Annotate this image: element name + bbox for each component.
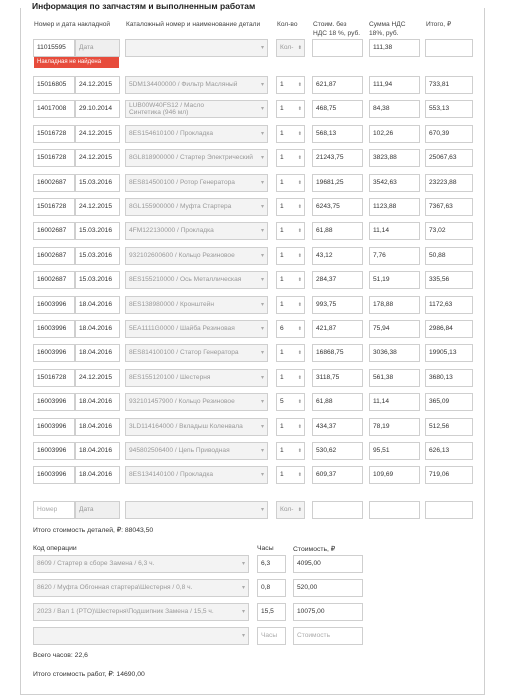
invoice-date-input[interactable]: 18.04.2016 bbox=[75, 344, 120, 362]
qty-select[interactable]: 1 ⬍ bbox=[276, 296, 305, 314]
part-select[interactable]: 4FM122130000 / Прокладка ▾ bbox=[125, 222, 268, 240]
work-row bbox=[0, 555, 513, 575]
invoice-number-input[interactable]: 16003996 bbox=[33, 442, 75, 460]
work-cost-input[interactable]: 520,00 bbox=[293, 579, 363, 597]
part-select[interactable]: 945802506400 / Цепь Приводная ▾ bbox=[125, 442, 268, 460]
vat-field: 178,88 bbox=[369, 296, 420, 314]
chevron-down-icon: ▾ bbox=[260, 350, 264, 357]
part-select[interactable]: 5DM134400000 / Фильтр Масляный ▾ bbox=[125, 76, 268, 94]
invoice-number-input[interactable]: 16003996 bbox=[33, 418, 75, 436]
chevron-updown-icon: ⬍ bbox=[297, 301, 302, 308]
part-select[interactable]: 8ES154610100 / Прокладка ▾ bbox=[125, 125, 268, 143]
invoice-number-input[interactable]: 15016805 bbox=[33, 76, 75, 94]
total-field: 7367,63 bbox=[425, 198, 473, 216]
total-field bbox=[425, 39, 473, 57]
chevron-updown-icon: ⬍ bbox=[297, 106, 302, 113]
chevron-down-icon: ▾ bbox=[260, 130, 264, 137]
chevron-updown-icon: ⬍ bbox=[297, 155, 302, 162]
qty-select[interactable]: 1 ⬍ bbox=[276, 100, 305, 118]
qty-select[interactable]: 1 ⬍ bbox=[276, 174, 305, 192]
invoice-number-input[interactable]: 16003996 bbox=[33, 296, 75, 314]
part-row bbox=[0, 222, 513, 242]
chevron-down-icon: ▾ bbox=[260, 252, 264, 259]
part-select[interactable]: LUB00W40FS12 / Масло Синтетика (946 мл) ▾ bbox=[125, 100, 268, 118]
qty-select[interactable]: 5 ⬍ bbox=[276, 393, 305, 411]
total-field: 733,81 bbox=[425, 76, 473, 94]
cost-field: 530,62 bbox=[312, 442, 363, 460]
operation-select[interactable]: 8609 / Стартер в сборе Замена / 6,3 ч. ▾ bbox=[33, 555, 249, 573]
section-title: Информация по запчастям и выполненным работам bbox=[32, 1, 256, 11]
cost-field: 421,87 bbox=[312, 320, 363, 338]
header-op-code: Код операции bbox=[33, 545, 77, 552]
vat-field: 84,38 bbox=[369, 100, 420, 118]
part-select[interactable]: 8ES155120100 / Шестерня ▾ bbox=[125, 369, 268, 387]
total-field bbox=[425, 501, 473, 519]
part-row bbox=[0, 296, 513, 316]
vat-field: 102,26 bbox=[369, 125, 420, 143]
invoice-number-input[interactable]: 16003996 bbox=[33, 320, 75, 338]
vat-field bbox=[369, 501, 420, 519]
cost-field: 609,37 bbox=[312, 466, 363, 484]
cost-field: 568,13 bbox=[312, 125, 363, 143]
vat-field: 3542,63 bbox=[369, 174, 420, 192]
cost-field: 993,75 bbox=[312, 296, 363, 314]
chevron-down-icon: ▾ bbox=[260, 326, 264, 332]
chevron-updown-icon: ⬍ bbox=[297, 448, 302, 454]
invoice-number-input[interactable]: 16002687 bbox=[33, 222, 75, 240]
qty-select[interactable]: 1 ⬍ bbox=[276, 198, 305, 216]
part-row bbox=[0, 369, 513, 389]
qty-select[interactable]: Кол- ⬍ bbox=[276, 501, 305, 519]
chevron-down-icon: ▾ bbox=[241, 609, 245, 615]
hours-input[interactable]: 6,3 bbox=[257, 555, 286, 573]
qty-select[interactable]: 1 ⬍ bbox=[276, 442, 305, 460]
invoice-date-input[interactable]: 15.03.2016 bbox=[75, 247, 120, 265]
total-field: 670,39 bbox=[425, 125, 473, 143]
invoice-date-input[interactable]: 18.04.2016 bbox=[75, 418, 120, 436]
cost-field: 19681,25 bbox=[312, 174, 363, 192]
invoice-date-input[interactable]: 15.03.2016 bbox=[75, 271, 120, 289]
header-invoice: Номер и дата накладной bbox=[34, 21, 111, 28]
work-cost-input[interactable]: Стоимость bbox=[293, 627, 363, 645]
chevron-updown-icon: ⬍ bbox=[297, 179, 302, 186]
part-select[interactable]: 932101457900 / Кольцо Резиновое ▾ bbox=[125, 393, 268, 411]
header-total: Итого, ₽ bbox=[426, 21, 452, 28]
invoice-number-input[interactable]: 15016728 bbox=[33, 125, 75, 143]
chevron-down-icon: ▾ bbox=[260, 82, 264, 88]
invoice-date-input[interactable]: 24.12.2015 bbox=[75, 76, 120, 94]
invoice-date-input[interactable]: 15.03.2016 bbox=[75, 222, 120, 240]
work-cost-input[interactable]: 10075,00 bbox=[293, 603, 363, 621]
qty-select[interactable]: 1 ⬍ bbox=[276, 466, 305, 484]
total-field: 626,13 bbox=[425, 442, 473, 460]
qty-select[interactable]: 1 ⬍ bbox=[276, 247, 305, 265]
invoice-number-input[interactable]: 16003996 bbox=[33, 393, 75, 411]
header-cost: Стоим. без НДС 18 %, руб. bbox=[313, 21, 361, 37]
operation-select[interactable]: 8620 / Муфта Обгонная стартера\Шестерня / 0,8 ч. ▾ bbox=[33, 579, 249, 597]
qty-select[interactable]: 1 ⬍ bbox=[276, 344, 305, 362]
invoice-date-input[interactable]: Дата bbox=[75, 501, 120, 519]
operation-select[interactable]: 2023 / Вал 1 (PTO)\Шестерня\Подшипник Замена / 15,5 ч. ▾ bbox=[33, 603, 249, 621]
header-vat: Сумма НДС 18%, руб. bbox=[369, 21, 406, 37]
part-select[interactable] bbox=[125, 501, 268, 519]
invoice-date-input[interactable]: 24.12.2015 bbox=[75, 198, 120, 216]
header-work-cost: Стоимость, ₽ bbox=[293, 546, 336, 553]
part-row bbox=[0, 247, 513, 267]
total-field: 719,06 bbox=[425, 466, 473, 484]
invoice-date-input[interactable]: 18.04.2016 bbox=[75, 442, 120, 460]
chevron-updown-icon: ⬍ bbox=[297, 507, 302, 513]
vat-field: 109,69 bbox=[369, 466, 420, 484]
invoice-date-input[interactable]: 29.10.2014 bbox=[75, 100, 120, 118]
chevron-down-icon: ▾ bbox=[260, 228, 264, 235]
invoice-date-input[interactable]: 18.04.2016 bbox=[75, 320, 120, 338]
work-row bbox=[0, 603, 513, 623]
chevron-updown-icon: ⬍ bbox=[297, 82, 302, 88]
part-row bbox=[0, 125, 513, 145]
part-select[interactable]: 8GL818900000 / Стартер Электрический ▾ bbox=[125, 149, 268, 167]
chevron-down-icon: ▾ bbox=[260, 277, 264, 284]
total-field: 23223,88 bbox=[425, 174, 473, 192]
invoice-number-input[interactable]: 11015595 bbox=[33, 39, 75, 57]
invoice-date-input[interactable]: 24.12.2015 bbox=[75, 369, 120, 387]
work-cost-input[interactable]: 4095,00 bbox=[293, 555, 363, 573]
total-hours: Всего часов: 22,6 bbox=[33, 652, 88, 659]
work-total: Итого стоимость работ, ₽: 14690,00 bbox=[33, 671, 145, 678]
total-field: 2986,84 bbox=[425, 320, 473, 338]
part-select[interactable]: 932102600600 / Кольцо Резиновое ▾ bbox=[125, 247, 268, 265]
invoice-error-message: Накладная не найдена bbox=[34, 57, 119, 68]
part-row bbox=[0, 320, 513, 340]
invoice-number-input[interactable]: 15016728 bbox=[33, 369, 75, 387]
part-row-new bbox=[0, 501, 513, 521]
cost-field: 61,88 bbox=[312, 222, 363, 240]
operation-select[interactable] bbox=[33, 627, 249, 645]
cost-field bbox=[312, 39, 363, 57]
cost-field: 468,75 bbox=[312, 100, 363, 118]
chevron-down-icon: ▾ bbox=[260, 301, 264, 308]
vat-field: 51,19 bbox=[369, 271, 420, 289]
vat-field: 78,19 bbox=[369, 418, 420, 436]
qty-select[interactable]: 1 ⬍ bbox=[276, 125, 305, 143]
total-field: 25067,63 bbox=[425, 149, 473, 167]
vat-field: 561,38 bbox=[369, 369, 420, 387]
part-row bbox=[0, 76, 513, 96]
chevron-down-icon: ▾ bbox=[260, 448, 264, 454]
vat-field: 95,51 bbox=[369, 442, 420, 460]
vat-field: 75,94 bbox=[369, 320, 420, 338]
vat-field: 11,14 bbox=[369, 393, 420, 411]
invoice-date-input[interactable]: 18.04.2016 bbox=[75, 466, 120, 484]
chevron-updown-icon: ⬍ bbox=[297, 277, 302, 284]
part-select[interactable]: 8GL155900000 / Муфта Стартера ▾ bbox=[125, 198, 268, 216]
total-field: 335,56 bbox=[425, 271, 473, 289]
invoice-number-input[interactable]: 14017008 bbox=[33, 100, 75, 118]
cost-field: 621,87 bbox=[312, 76, 363, 94]
chevron-down-icon: ▾ bbox=[260, 423, 264, 430]
chevron-down-icon: ▾ bbox=[241, 633, 245, 639]
vat-field: 1123,88 bbox=[369, 198, 420, 216]
cost-field bbox=[312, 501, 363, 519]
total-field: 19905,13 bbox=[425, 344, 473, 362]
chevron-updown-icon: ⬍ bbox=[297, 252, 302, 259]
chevron-updown-icon: ⬍ bbox=[297, 399, 302, 406]
cost-field: 21243,75 bbox=[312, 149, 363, 167]
total-field: 73,02 bbox=[425, 222, 473, 240]
invoice-date-input[interactable]: 15.03.2016 bbox=[75, 174, 120, 192]
cost-field: 43,12 bbox=[312, 247, 363, 265]
part-select[interactable]: 8ES155210000 / Ось Металлическая ▾ bbox=[125, 271, 268, 289]
chevron-down-icon: ▾ bbox=[260, 204, 264, 210]
qty-select[interactable]: 1 ⬍ bbox=[276, 76, 305, 94]
total-field: 50,88 bbox=[425, 247, 473, 265]
part-select[interactable]: 8ES134140100 / Прокладка ▾ bbox=[125, 466, 268, 484]
chevron-updown-icon: ⬍ bbox=[297, 204, 302, 210]
qty-select[interactable]: 1 ⬍ bbox=[276, 369, 305, 387]
chevron-down-icon: ▾ bbox=[241, 585, 245, 591]
part-select[interactable]: 8ES814100100 / Статор Генератора ▾ bbox=[125, 344, 268, 362]
work-row-new bbox=[0, 627, 513, 647]
invoice-number-input[interactable]: 16002687 bbox=[33, 271, 75, 289]
vat-field: 111,94 bbox=[369, 76, 420, 94]
chevron-down-icon: ▾ bbox=[260, 106, 264, 113]
total-field: 512,56 bbox=[425, 418, 473, 436]
cost-field: 61,88 bbox=[312, 393, 363, 411]
cost-field: 434,37 bbox=[312, 418, 363, 436]
qty-select[interactable]: 6 ⬍ bbox=[276, 320, 305, 338]
invoice-number-input[interactable]: Номер bbox=[33, 501, 75, 519]
hours-input[interactable]: 0,8 bbox=[257, 579, 286, 597]
part-row bbox=[0, 442, 513, 462]
invoice-date-input[interactable]: 18.04.2016 bbox=[75, 393, 120, 411]
part-select[interactable] bbox=[125, 39, 268, 57]
invoice-number-input[interactable]: 16003996 bbox=[33, 344, 75, 362]
chevron-down-icon: ▾ bbox=[260, 374, 264, 381]
part-row-first bbox=[0, 39, 513, 59]
part-row bbox=[0, 149, 513, 169]
vat-field: 111,38 bbox=[369, 39, 420, 57]
qty-select[interactable]: 1 ⬍ bbox=[276, 149, 305, 167]
part-row bbox=[0, 344, 513, 364]
vat-field: 3823,88 bbox=[369, 149, 420, 167]
cost-field: 6243,75 bbox=[312, 198, 363, 216]
chevron-down-icon: ▾ bbox=[260, 399, 264, 406]
part-row bbox=[0, 198, 513, 218]
header-catalog: Каталожный номер и наименование детали bbox=[126, 21, 261, 28]
chevron-updown-icon: ⬍ bbox=[297, 374, 302, 381]
cost-field: 3118,75 bbox=[312, 369, 363, 387]
chevron-down-icon: ▾ bbox=[260, 179, 264, 186]
total-field: 1172,63 bbox=[425, 296, 473, 314]
qty-select[interactable]: 1 ⬍ bbox=[276, 271, 305, 289]
part-select[interactable]: 8ES814500100 / Ротор Генератора ▾ bbox=[125, 174, 268, 192]
qty-select[interactable]: Кол- ⬍ bbox=[276, 39, 305, 57]
vat-field: 7,76 bbox=[369, 247, 420, 265]
invoice-number-input[interactable]: 15016728 bbox=[33, 198, 75, 216]
invoice-number-input[interactable]: 16002687 bbox=[33, 247, 75, 265]
qty-select[interactable]: 1 ⬍ bbox=[276, 418, 305, 436]
cost-field: 16868,75 bbox=[312, 344, 363, 362]
chevron-down-icon: ▾ bbox=[260, 45, 264, 51]
cost-field: 284,37 bbox=[312, 271, 363, 289]
part-select[interactable]: 5EA1111G0000 / Шайба Резиновая ▾ bbox=[125, 320, 268, 338]
part-row bbox=[0, 418, 513, 438]
parts-total: Итого стоимость деталей, ₽: 88043,50 bbox=[33, 527, 154, 534]
qty-select[interactable]: 1 ⬍ bbox=[276, 222, 305, 240]
chevron-down-icon: ▾ bbox=[241, 561, 245, 567]
chevron-updown-icon: ⬍ bbox=[297, 326, 302, 332]
part-row bbox=[0, 174, 513, 194]
total-field: 553,13 bbox=[425, 100, 473, 118]
invoice-number-input[interactable]: 16002687 bbox=[33, 174, 75, 192]
invoice-date-input[interactable]: Дата bbox=[75, 39, 120, 57]
chevron-updown-icon: ⬍ bbox=[297, 130, 302, 137]
invoice-number-input[interactable]: 15016728 bbox=[33, 149, 75, 167]
vat-field: 3036,38 bbox=[369, 344, 420, 362]
chevron-updown-icon: ⬍ bbox=[297, 228, 302, 235]
invoice-date-input[interactable]: 18.04.2016 bbox=[75, 296, 120, 314]
invoice-date-input[interactable]: 24.12.2015 bbox=[75, 125, 120, 143]
work-row bbox=[0, 579, 513, 599]
part-select[interactable]: 8ES138980000 / Кронштейн ▾ bbox=[125, 296, 268, 314]
total-field: 365,09 bbox=[425, 393, 473, 411]
hours-input[interactable]: 15,5 bbox=[257, 603, 286, 621]
part-row bbox=[0, 466, 513, 486]
chevron-updown-icon: ⬍ bbox=[297, 472, 302, 479]
chevron-down-icon: ▾ bbox=[260, 507, 264, 513]
invoice-number-input[interactable]: 16003996 bbox=[33, 466, 75, 484]
header-qty: Кол-во bbox=[277, 21, 298, 28]
part-row bbox=[0, 100, 513, 120]
invoice-date-input[interactable]: 24.12.2015 bbox=[75, 149, 120, 167]
part-select[interactable]: 3LD114164000 / Вкладыш Коленвала ▾ bbox=[125, 418, 268, 436]
hours-input[interactable]: Часы bbox=[257, 627, 286, 645]
vat-field: 11,14 bbox=[369, 222, 420, 240]
chevron-updown-icon: ⬍ bbox=[297, 423, 302, 430]
chevron-down-icon: ▾ bbox=[260, 155, 264, 162]
chevron-updown-icon: ⬍ bbox=[297, 350, 302, 357]
part-row bbox=[0, 393, 513, 413]
chevron-updown-icon: ⬍ bbox=[297, 45, 302, 51]
header-hours: Часы bbox=[257, 545, 274, 552]
total-field: 3680,13 bbox=[425, 369, 473, 387]
part-row bbox=[0, 271, 513, 291]
chevron-down-icon: ▾ bbox=[260, 472, 264, 479]
